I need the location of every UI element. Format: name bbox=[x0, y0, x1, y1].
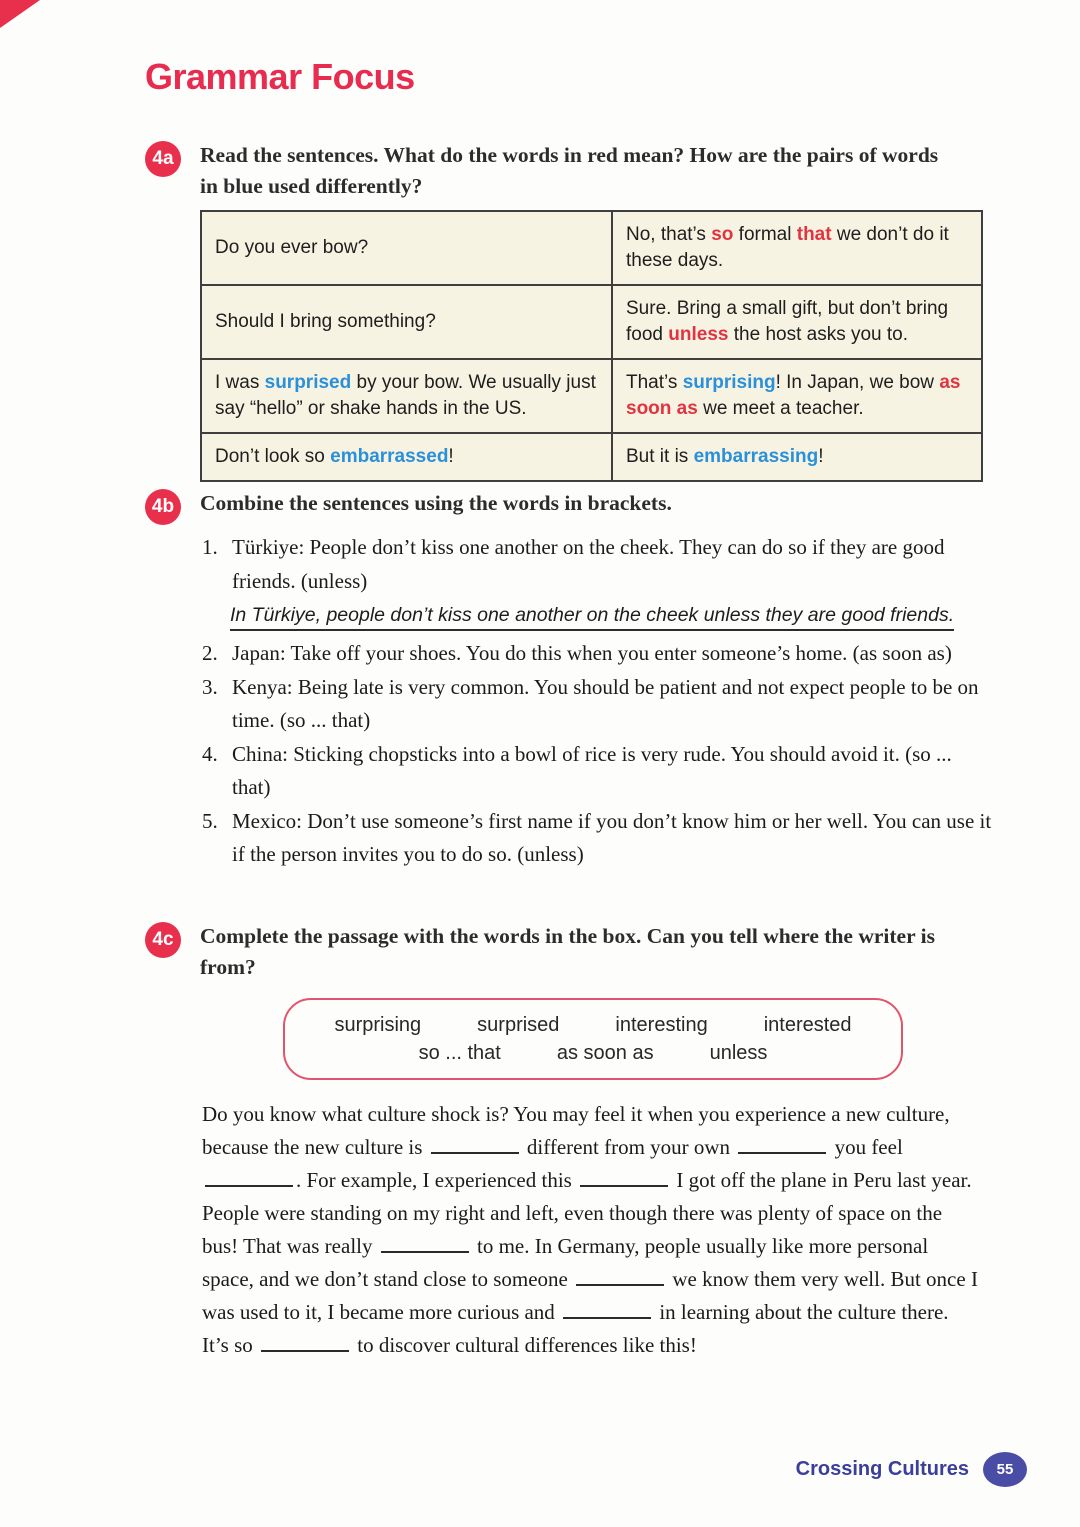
item-number: 1. bbox=[202, 535, 218, 559]
table-cell: But it is embarrassing! bbox=[612, 433, 982, 481]
section-4c-badge: 4c bbox=[145, 922, 181, 958]
list-item bbox=[202, 637, 994, 671]
table-cell: No, that’s so formal that we don’t do it these days. bbox=[612, 211, 982, 285]
combine-sentences-list bbox=[202, 531, 994, 872]
table-cell: Do you ever bow? bbox=[201, 211, 612, 285]
cloze-passage: Do you know what culture shock is? You may feel it when you experience a new culture, because the new culture is different from your own you feel . For example, I experienced this I got off the plane in Peru last year. People were standing on my right and left, even though there was plenty of space on the bus! That was really to me. In Germany, people usually like more personal space, and we don’t stand close to someone we know them very well. But once I was used to it, I became more curious and in learning about the culture there. It’s so to discover cultural differences like this! bbox=[202, 1102, 978, 1357]
list-item bbox=[202, 738, 994, 805]
item-text: China: Sticking chopsticks into a bowl of rice is very rude. You should avoid it. (so ... that) bbox=[232, 741, 952, 799]
blank-line bbox=[738, 1137, 826, 1154]
list-item bbox=[202, 671, 994, 738]
table-cell: Sure. Bring a small gift, but don’t bring food unless the host asks you to. bbox=[612, 285, 982, 359]
item-number: 2. bbox=[202, 641, 218, 665]
word-bank-item: surprising bbox=[334, 1014, 422, 1036]
section-4c-header bbox=[145, 921, 960, 983]
table-cell: Don’t look so embarrassed! bbox=[201, 433, 612, 481]
table-row bbox=[201, 285, 982, 359]
table-row bbox=[201, 433, 982, 481]
item-number: 4. bbox=[202, 741, 218, 766]
blank-line bbox=[576, 1269, 664, 1286]
word-bank-item: unless bbox=[709, 1042, 768, 1064]
item-text: Kenya: Being late is very common. You should be patient and not expect people to be on time. (so ... that) bbox=[232, 674, 979, 732]
item-text: Türkiye: People don’t kiss one another on the cheek. They can do so if they are good friends. (unless) bbox=[232, 535, 945, 593]
section-4b-badge: 4b bbox=[145, 489, 181, 525]
word-bank-item: so ... that bbox=[418, 1042, 501, 1064]
blank-line bbox=[205, 1170, 293, 1187]
word-bank-item: interesting bbox=[615, 1014, 708, 1036]
blank-line bbox=[261, 1335, 349, 1352]
item-number: 5. bbox=[202, 808, 218, 833]
section-4a-badge: 4a bbox=[145, 141, 181, 177]
list-item bbox=[202, 805, 994, 872]
section-4b-header bbox=[145, 488, 960, 525]
word-bank-row bbox=[285, 1011, 901, 1039]
word-bank-row bbox=[285, 1039, 901, 1067]
list-item bbox=[202, 531, 994, 598]
word-bank-box bbox=[283, 998, 903, 1080]
page-title: Grammar Focus bbox=[145, 56, 415, 97]
table-cell: That’s surprising! In Japan, we bow as soon as we meet a teacher. bbox=[612, 359, 982, 433]
blank-line bbox=[431, 1137, 519, 1154]
item-text: Japan: Take off your shoes. You do this when you enter someone’s home. (as soon as) bbox=[232, 641, 952, 665]
section-4a-heading: Read the sentences. What do the words in red mean? How are the pairs of words in blue used differently? bbox=[200, 143, 939, 198]
page-footer bbox=[796, 1452, 1027, 1487]
table-row bbox=[201, 211, 982, 285]
page-number-badge: 55 bbox=[983, 1452, 1027, 1487]
table-cell: Should I bring something? bbox=[201, 285, 612, 359]
word-bank-item: surprised bbox=[477, 1014, 560, 1036]
table-cell: I was surprised by your bow. We usually just say “hello” or shake hands in the US. bbox=[201, 359, 612, 433]
word-bank-item: interested bbox=[763, 1014, 852, 1036]
unit-title: Crossing Cultures bbox=[795, 1458, 969, 1480]
corner-triangle-decoration bbox=[0, 0, 40, 28]
written-answer bbox=[202, 598, 994, 637]
grammar-examples-table bbox=[200, 210, 983, 482]
item-text: Mexico: Don’t use someone’s first name if you don’t know him or her well. You can use it if the person invites you to do so. (unless) bbox=[232, 808, 992, 866]
answer-line: In Türkiye, people don’t kiss one another on the cheek unless they are good friends. bbox=[230, 603, 954, 631]
blank-line bbox=[563, 1302, 651, 1319]
table-row bbox=[201, 359, 982, 433]
word-bank-item: as soon as bbox=[556, 1042, 654, 1064]
section-4a-header bbox=[145, 140, 960, 202]
section-4b-heading: Combine the sentences using the words in brackets. bbox=[200, 491, 672, 515]
section-4c-heading: Complete the passage with the words in the box. Can you tell where the writer is from? bbox=[200, 924, 935, 979]
blank-line bbox=[381, 1236, 469, 1253]
item-number: 3. bbox=[202, 674, 218, 699]
blank-line bbox=[580, 1170, 668, 1187]
